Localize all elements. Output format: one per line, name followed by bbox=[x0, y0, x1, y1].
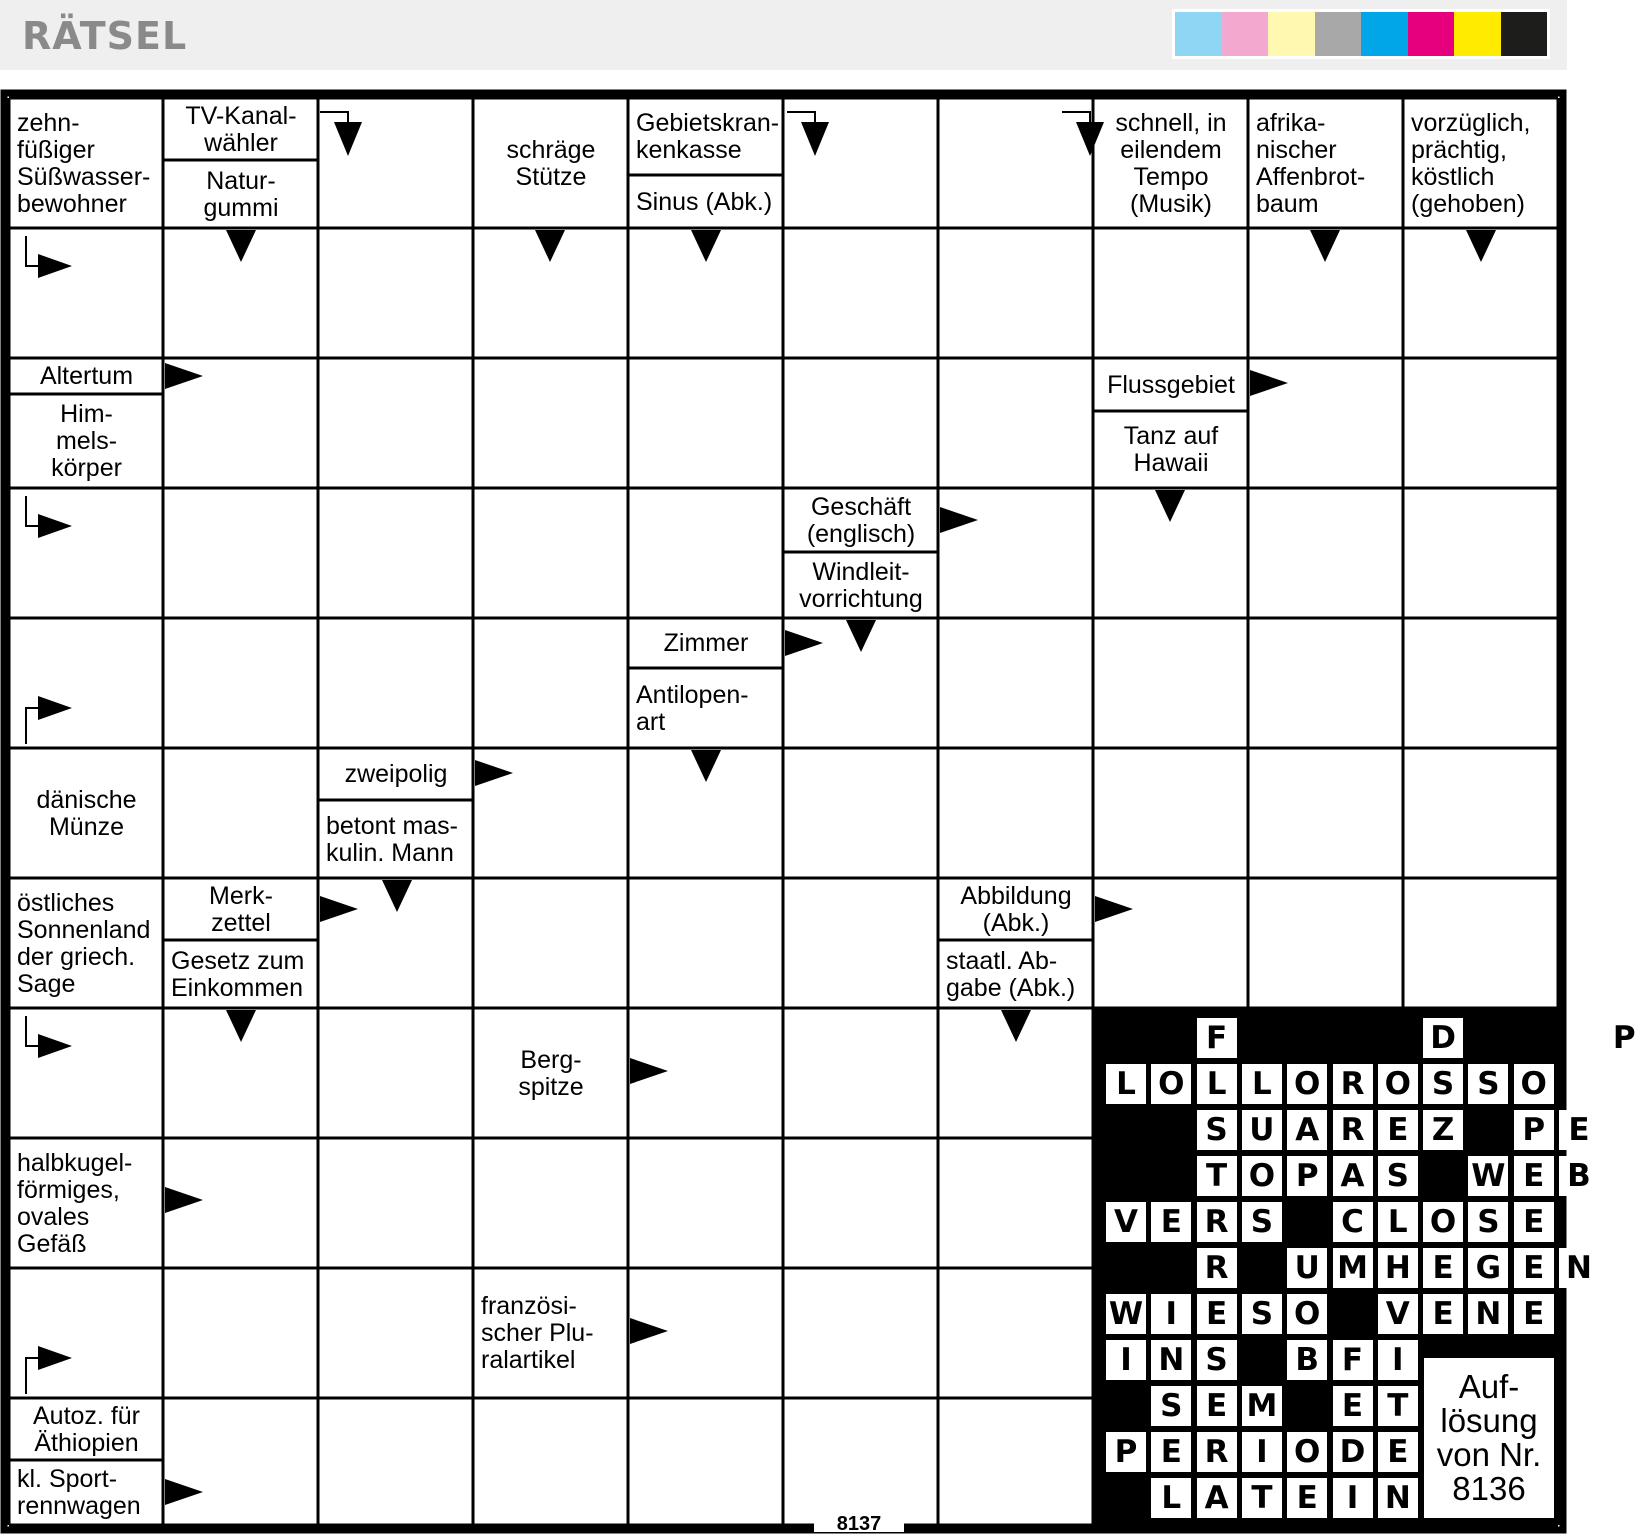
solution-letter-cell: E bbox=[1514, 1202, 1554, 1242]
clue-text: TV-Kanal- wähler bbox=[185, 101, 297, 157]
solution-letter-cell: M bbox=[1333, 1248, 1373, 1288]
bent-arrow-stem bbox=[787, 112, 815, 122]
solution-letter-cell: E bbox=[1287, 1478, 1327, 1518]
solution-letter-cell: E bbox=[1423, 1248, 1463, 1288]
solution-letter-cell: R bbox=[1197, 1432, 1237, 1472]
clue-text: Antilopen- art bbox=[636, 680, 749, 736]
solution-letter-cell: H bbox=[1378, 1248, 1418, 1288]
arrow-down-icon bbox=[334, 122, 362, 156]
solution-letter-cell: E bbox=[1151, 1432, 1191, 1472]
solution-letter-cell: O bbox=[1287, 1294, 1327, 1334]
bent-arrow-stem bbox=[1062, 112, 1090, 122]
clue-text: Zimmer bbox=[663, 629, 749, 657]
solution-letter-cell: A bbox=[1287, 1110, 1327, 1150]
solution-letter-cell: E bbox=[1514, 1156, 1554, 1196]
solution-letter-cell: L bbox=[1242, 1064, 1282, 1104]
solution-letter-cell: R bbox=[1197, 1248, 1237, 1288]
solution-letter-cell: O bbox=[1514, 1064, 1554, 1104]
solution-letter-cell: A bbox=[1197, 1478, 1237, 1518]
clue-text: afrika- nischer Affenbrot- baum bbox=[1256, 108, 1366, 218]
solution-letter-cell: E bbox=[1151, 1202, 1191, 1242]
solution-letter-cell: U bbox=[1287, 1248, 1327, 1288]
arrow-right-icon bbox=[165, 1187, 203, 1213]
solution-letter-cell: S bbox=[1197, 1340, 1237, 1380]
solution-letter-cell: P bbox=[1287, 1156, 1327, 1196]
solution-letter-cell: N bbox=[1378, 1478, 1418, 1518]
solution-letter-cell: L bbox=[1151, 1478, 1191, 1518]
clue-text: Flussgebiet bbox=[1107, 370, 1235, 399]
solution-letter-cell: P bbox=[1106, 1432, 1146, 1472]
clue-text: Tanz auf Hawaii bbox=[1123, 422, 1219, 477]
arrow-down-icon bbox=[1155, 490, 1185, 522]
arrow-right-icon bbox=[630, 1058, 668, 1084]
arrow-right-icon bbox=[940, 507, 978, 533]
solution-letter-cell: E bbox=[1378, 1432, 1418, 1472]
solution-letter-cell: S bbox=[1242, 1294, 1282, 1334]
arrow-right-icon bbox=[38, 254, 72, 278]
solution-letter-cell: I bbox=[1106, 1340, 1146, 1380]
solution-letter-cell: O bbox=[1378, 1064, 1418, 1104]
bent-arrow-stem bbox=[26, 1358, 38, 1394]
arrow-right-icon bbox=[165, 363, 203, 389]
arrow-right-icon bbox=[165, 1479, 203, 1505]
solution-letter-cell: O bbox=[1287, 1064, 1327, 1104]
arrow-down-icon bbox=[846, 620, 876, 652]
clue-text: staatl. Ab- gabe (Abk.) bbox=[946, 946, 1076, 1002]
solution-letter-cell: E bbox=[1514, 1294, 1554, 1334]
arrow-right-icon bbox=[38, 1034, 72, 1058]
solution-letter-cell: T bbox=[1197, 1156, 1237, 1196]
solution-letter-cell: F bbox=[1197, 1018, 1237, 1058]
solution-letter-cell: B bbox=[1559, 1156, 1599, 1196]
solution-letter-cell: O bbox=[1242, 1156, 1282, 1196]
arrow-right-icon bbox=[320, 896, 358, 922]
solution-letter-cell: I bbox=[1242, 1432, 1282, 1472]
clue-text: betont mas- kulin. Mann bbox=[326, 811, 459, 867]
arrow-down-icon bbox=[1310, 230, 1340, 262]
bent-arrow-stem bbox=[26, 496, 38, 526]
solution-letter-cell: E bbox=[1423, 1294, 1463, 1334]
solution-letter-cell: S bbox=[1151, 1386, 1191, 1426]
solution-letter-cell: O bbox=[1151, 1064, 1191, 1104]
solution-letter-cell: U bbox=[1242, 1110, 1282, 1150]
bent-arrow-stem bbox=[320, 112, 348, 122]
clue-text: östliches Sonnenland der griech. Sage bbox=[17, 888, 151, 998]
bent-arrow-stem bbox=[26, 708, 38, 744]
solution-letter-cell: G bbox=[1468, 1248, 1508, 1288]
clue-text: schräge Stütze bbox=[506, 135, 596, 191]
clue-text: Abbildung (Abk.) bbox=[960, 881, 1072, 937]
arrow-right-icon bbox=[1095, 896, 1133, 922]
solution-letter-cell: W bbox=[1106, 1294, 1146, 1334]
arrow-down-icon bbox=[382, 880, 412, 912]
clue-text: Geschäft (englisch) bbox=[806, 492, 916, 548]
solution-letter-cell: E bbox=[1559, 1110, 1599, 1150]
solution-letter-cell: P bbox=[1514, 1110, 1554, 1150]
arrow-down-icon bbox=[226, 1010, 256, 1042]
solution-letter-cell: N bbox=[1468, 1294, 1508, 1334]
solution-letter-cell: E bbox=[1197, 1386, 1237, 1426]
arrow-right-icon bbox=[785, 630, 823, 656]
arrow-down-icon bbox=[691, 230, 721, 262]
solution-letter-cell: R bbox=[1333, 1110, 1373, 1150]
solution-letter-cell: R bbox=[1333, 1064, 1373, 1104]
solution-letter-cell: V bbox=[1106, 1202, 1146, 1242]
solution-letter-cell: P bbox=[1604, 1018, 1644, 1058]
solution-letter-cell: I bbox=[1378, 1340, 1418, 1380]
arrow-down-icon bbox=[1466, 230, 1496, 262]
clue-text: schnell, in eilendem Tempo (Musik) bbox=[1115, 108, 1227, 218]
solution-letter-cell: A bbox=[1333, 1156, 1373, 1196]
solution-letter-cell: D bbox=[1423, 1018, 1463, 1058]
solution-letter-cell: E bbox=[1333, 1386, 1373, 1426]
solution-letter-cell: D bbox=[1333, 1432, 1373, 1472]
solution-letter-cell: N bbox=[1559, 1248, 1599, 1288]
solution-letter-cell: R bbox=[1197, 1202, 1237, 1242]
clue-text: kl. Sport- rennwagen bbox=[17, 1465, 141, 1520]
solution-letter-cell: V bbox=[1378, 1294, 1418, 1334]
solution-letter-cell: F bbox=[1333, 1340, 1373, 1380]
arrow-down-icon bbox=[226, 230, 256, 262]
solution-letter-cell: L bbox=[1197, 1064, 1237, 1104]
clue-text: Him- mels- körper bbox=[51, 400, 122, 482]
solution-letter-cell: S bbox=[1378, 1156, 1418, 1196]
solution-letter-cell: O bbox=[1423, 1202, 1463, 1242]
arrow-down-icon bbox=[691, 750, 721, 782]
solution-letter-cell: L bbox=[1106, 1064, 1146, 1104]
arrow-right-icon bbox=[38, 696, 72, 720]
clue-text: zweipolig bbox=[344, 760, 448, 788]
solution-letter-cell: T bbox=[1242, 1478, 1282, 1518]
arrow-right-icon bbox=[630, 1318, 668, 1344]
arrow-down-icon bbox=[1001, 1010, 1031, 1042]
clue-text: Berg- spitze bbox=[518, 1045, 584, 1101]
clue-text: vorzüglich, prächtig, köstlich (gehoben) bbox=[1411, 108, 1531, 218]
solution-letter-cell: L bbox=[1378, 1202, 1418, 1242]
clue-text: Merk- zettel bbox=[209, 881, 273, 937]
solution-letter-cell: S bbox=[1197, 1110, 1237, 1150]
solution-letter-cell: W bbox=[1468, 1156, 1508, 1196]
solution-letter-cell: S bbox=[1468, 1064, 1508, 1104]
solution-letter-cell: M bbox=[1242, 1386, 1282, 1426]
arrow-right-icon bbox=[1250, 370, 1288, 396]
solution-letter-cell: T bbox=[1378, 1386, 1418, 1426]
solution-footer-label: Auf- lösung von Nr. 8136 bbox=[1424, 1358, 1554, 1518]
solution-letter-cell: N bbox=[1151, 1340, 1191, 1380]
bent-arrow-stem bbox=[26, 1016, 38, 1046]
arrow-down-icon bbox=[535, 230, 565, 262]
clue-text: Gesetz zum Einkommen bbox=[171, 946, 305, 1002]
clue-text: Autoz. für Äthiopien bbox=[33, 1401, 140, 1457]
bent-arrow-stem bbox=[26, 236, 38, 266]
solution-letter-cell: I bbox=[1333, 1478, 1373, 1518]
puzzle-number: 8137 bbox=[814, 1512, 904, 1532]
solution-letter-cell: E bbox=[1197, 1294, 1237, 1334]
solution-letter-cell: S bbox=[1468, 1202, 1508, 1242]
clue-text: Sinus (Abk.) bbox=[636, 187, 773, 216]
clue-text: Altertum bbox=[39, 362, 134, 390]
clue-text: zehn- füßiger Süßwasser- bewohner bbox=[17, 108, 151, 218]
arrow-right-icon bbox=[475, 760, 513, 786]
page-title: RÄTSEL bbox=[22, 14, 188, 58]
clue-text: Natur- gummi bbox=[203, 166, 279, 222]
clue-text: französi- scher Plu- ralartikel bbox=[481, 1292, 594, 1374]
solution-letter-cell: B bbox=[1287, 1340, 1327, 1380]
clue-text: halbkugel- förmiges, ovales Gefäß bbox=[17, 1148, 133, 1258]
solution-letter-cell: C bbox=[1333, 1202, 1373, 1242]
arrow-right-icon bbox=[38, 1346, 72, 1370]
solution-letter-cell: S bbox=[1242, 1202, 1282, 1242]
arrow-down-icon bbox=[801, 122, 829, 156]
solution-letter-cell: E bbox=[1378, 1110, 1418, 1150]
arrow-right-icon bbox=[38, 514, 72, 538]
clue-text: Windleit- vorrichtung bbox=[799, 557, 923, 613]
solution-letter-cell: I bbox=[1151, 1294, 1191, 1334]
clue-text: dänische Münze bbox=[36, 785, 137, 841]
clue-text: Gebietskran- kenkasse bbox=[636, 109, 780, 164]
solution-letter-cell: O bbox=[1287, 1432, 1327, 1472]
solution-letter-cell: E bbox=[1514, 1248, 1554, 1288]
solution-letter-cell: S bbox=[1423, 1064, 1463, 1104]
solution-letter-cell: Z bbox=[1423, 1110, 1463, 1150]
